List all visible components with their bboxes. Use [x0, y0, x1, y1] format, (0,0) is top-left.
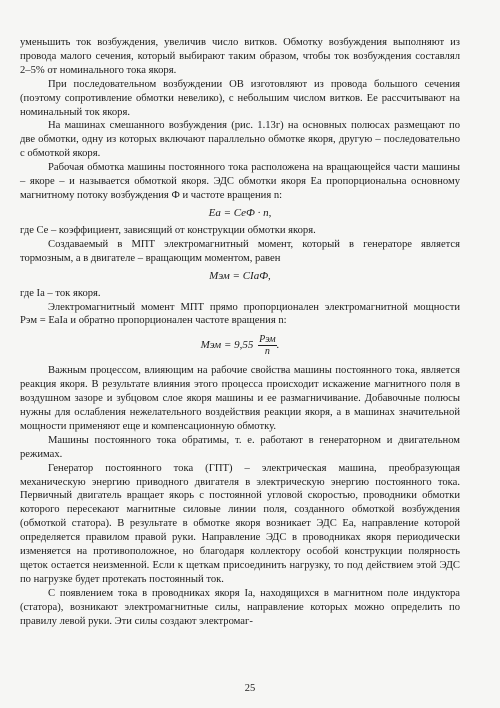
torque-power-formula: Mэм = 9,55 $\frac{\text{Pэм}}{n}$ . — [200, 334, 280, 358]
torque-formula: Mэм = CIаФ, — [209, 269, 271, 282]
emf-formula: Eа = CеФ · n, — [208, 206, 272, 219]
paragraph: При последовательном возбуждении ОВ изготовляют из провода большого сечения (поэтому сопротивление обмотки невелико), с небольшим числом витков. Ее рассчитывают на номинальный ток якоря. — [20, 78, 460, 118]
paragraph: С появлением тока в проводниках якоря Iа, находящихся в магнитном поле индуктора (статора), возникают электромагнитные силы, направление которых можно определить по правилу левой руки. Эти силы создают электромаг- — [20, 587, 460, 627]
paragraph: Рабочая обмотка машины постоянного тока расположена на вращающейся части машины – якоре – и называется обмоткой якоря. ЭДС обмотки якоря Eа пропорциональна основному магнитному потоку возбуждения Ф и частоте вращения n: — [20, 162, 460, 201]
formula-lhs: Mэм = 9,55 — [200, 339, 254, 352]
page-body — [20, 36, 460, 629]
fraction — [258, 334, 277, 357]
paragraph: Машины постоянного тока обратимы, т. е. работают в генераторном и двигательном режимах. — [20, 434, 460, 460]
paragraph: уменьшить ток возбуждения, увеличив число витков. Обмотку возбуждения выполняют из провода малого сечения, который выбирают таким образом, чтобы ток возбуждения составлял 2–5% от номинального тока якоря. — [20, 37, 460, 76]
fraction-denominator: n — [264, 346, 270, 358]
paragraph: Генератор постоянного тока (ГПТ) – электрическая машина, преобразующая механическую энергию приводного двигателя в электрическую энергию постоянного тока. Первичный двигатель вращает якорь с постоянной угловой скоростью, проводники обмотки которого пересекают магнитные силовые линии поля, созданного обмоткой возбуждения (обмоткой статора). В результате в обмотке якоря возникает ЭДС Eа, направление которой определяется правилом правой руки. Направление ЭДС в проводниках якоря периодически изменяется на противоположное, но благодаря коллектору особой конструкции полярность щеток остается неизменной. Если к щеткам присоединить нагрузку, то под действием этой ЭДС по нагрузке будет протекать постоянный ток. — [20, 462, 460, 585]
fraction-numerator: Pэм — [259, 334, 276, 346]
paragraph: где Cе – коэффициент, зависящий от конструкции обмотки якоря. — [20, 224, 316, 236]
paragraph: На машинах смешанного возбуждения (рис. 1.13г) на основных полюсах размещают по две обмотки, одну из которых включают параллельно обмотке якоря, другую – последовательно с обмоткой якоря. — [20, 120, 460, 160]
paragraph: Электромагнитный момент МПТ прямо пропорционален электромагнитной мощности Pэм = EаIа и обратно пропорционален частоте вращения n: — [20, 301, 460, 327]
paragraph: Создаваемый в МПТ электромагнитный момент, который в генераторе является тормозным, а в двигателе – вращающим моментом, равен — [20, 238, 460, 264]
paragraph: где Iа – ток якоря. — [20, 287, 101, 299]
page-number: 25 — [244, 683, 256, 694]
paragraph: Важным процессом, влияющим на рабочие свойства машины постоянного тока, является реакция якоря. В результате влияния этого процесса происходит искажение магнитного поля в воздушном зазоре и зубцовом слое якоря машины и ее размагничивание. Добавочные полюсы нужны для ослабления нежелательного воздействия реакции якоря, а в машинах значительной мощности применяют еще и компенсационную обмотку. — [20, 365, 460, 432]
